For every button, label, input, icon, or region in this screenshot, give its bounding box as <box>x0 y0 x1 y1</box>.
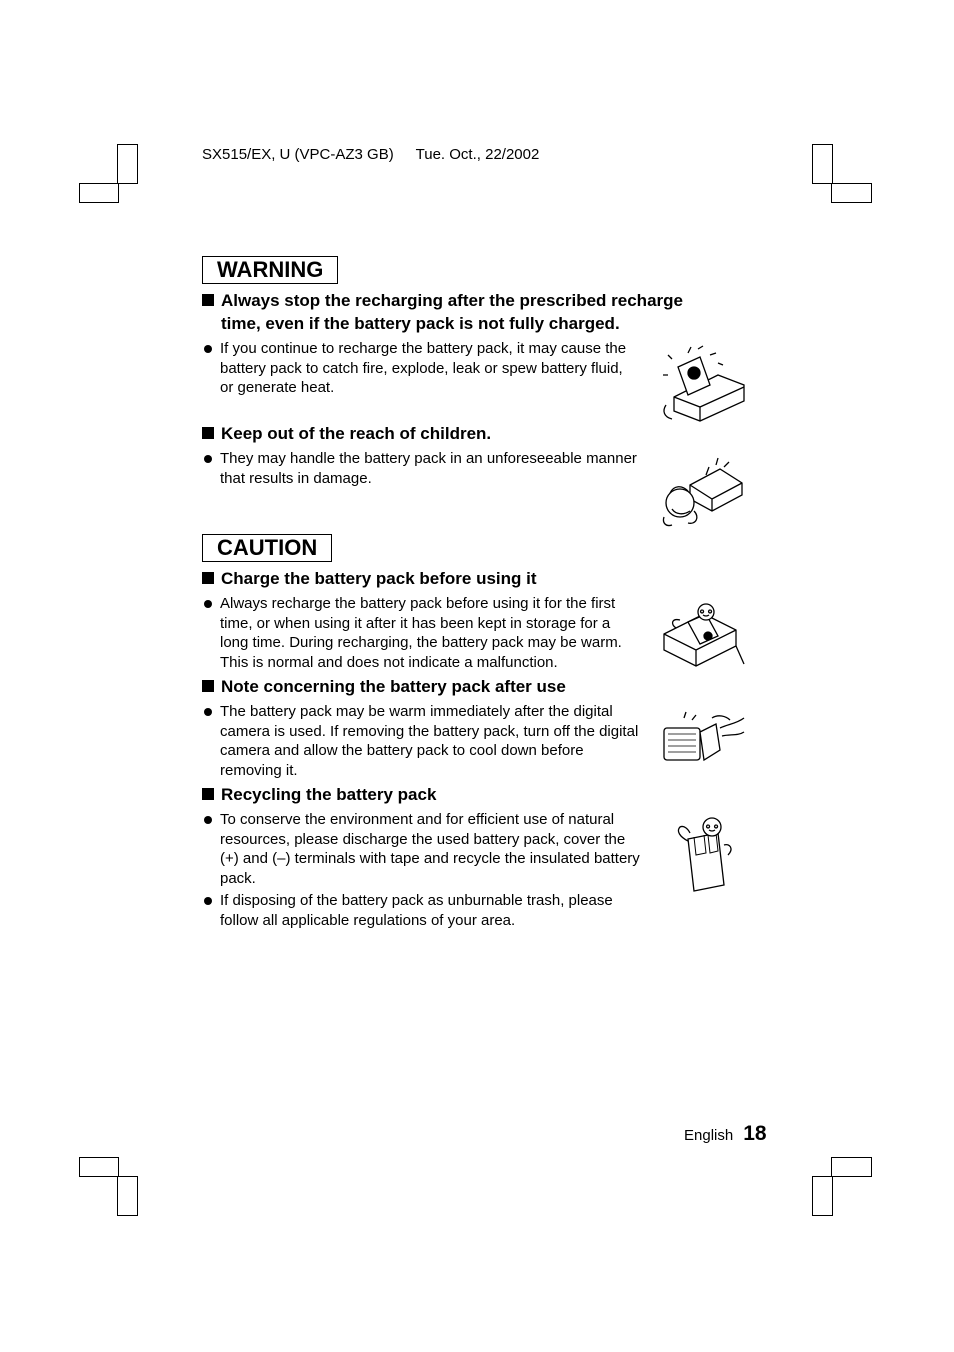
crop-mark-top-right <box>812 144 892 224</box>
round-bullet-icon <box>204 816 212 824</box>
square-bullet-icon <box>202 294 214 306</box>
warning-item-recharge-time-body <box>202 333 634 398</box>
round-bullet-icon <box>204 708 212 716</box>
section-heading: Always stop the recharging after the prescribed recharge time, even if the battery pack is not fully charged. <box>202 289 722 335</box>
section-heading: Note concerning the battery pack after use <box>202 675 640 698</box>
caution-label: CAUTION <box>202 534 332 562</box>
round-bullet-icon <box>204 345 212 353</box>
crop-mark-bottom-left <box>79 1157 159 1237</box>
caution-item-charge-before-use <box>202 567 640 672</box>
list-item: Always recharge the battery pack before using it for the first time, or when using it after it has been kept in storage for a long time. During recharging, the battery pack may be warm. This is normal and does not indicate a malfunction. <box>202 594 640 672</box>
section-heading: Charge the battery pack before using it <box>202 567 640 590</box>
camera-cooling-illustration <box>660 710 746 768</box>
overcharging-battery-illustration <box>660 345 748 423</box>
round-bullet-icon <box>204 897 212 905</box>
list-item: They may handle the battery pack in an unforeseeable manner that results in damage. <box>202 449 640 488</box>
list-item: If you continue to recharge the battery pack, it may cause the battery pack to catch fire, explode, leak or spew battery fluid, or generate heat. <box>202 339 634 398</box>
page-footer <box>684 1122 767 1146</box>
warning-item-children <box>202 422 640 488</box>
page-number: 18 <box>743 1122 767 1145</box>
square-bullet-icon <box>202 680 214 692</box>
charging-battery-illustration <box>660 600 746 672</box>
battery-recycling-illustration <box>672 815 736 895</box>
section-heading: Keep out of the reach of children. <box>202 422 640 445</box>
language-label: English <box>684 1127 734 1144</box>
square-bullet-icon <box>202 572 214 584</box>
crop-mark-top-left <box>79 144 159 224</box>
list-item: To conserve the environment and for efficient use of natural resources, please discharge the used battery pack, cover the (+) and (–) terminals with tape and recycle the insulated battery pack. <box>202 810 640 888</box>
square-bullet-icon <box>202 788 214 800</box>
list-item: If disposing of the battery pack as unburnable trash, please follow all applicable regulations of your area. <box>202 891 640 930</box>
caution-item-after-use <box>202 675 640 780</box>
document-header <box>202 146 557 163</box>
print-date: Tue. Oct., 22/2002 <box>415 146 540 163</box>
caution-item-recycling <box>202 783 640 930</box>
warning-label: WARNING <box>202 256 338 284</box>
child-with-battery-illustration <box>660 455 746 527</box>
warning-item-recharge-time <box>202 289 722 335</box>
list-item: The battery pack may be warm immediately after the digital camera is used. If removing the battery pack, turn off the digital camera and allow the battery pack to cool down before removing it. <box>202 702 640 780</box>
crop-mark-bottom-right <box>812 1157 892 1237</box>
round-bullet-icon <box>204 600 212 608</box>
model-code: SX515/EX, U (VPC-AZ3 GB) <box>202 146 394 163</box>
round-bullet-icon <box>204 455 212 463</box>
square-bullet-icon <box>202 427 214 439</box>
section-heading: Recycling the battery pack <box>202 783 640 806</box>
